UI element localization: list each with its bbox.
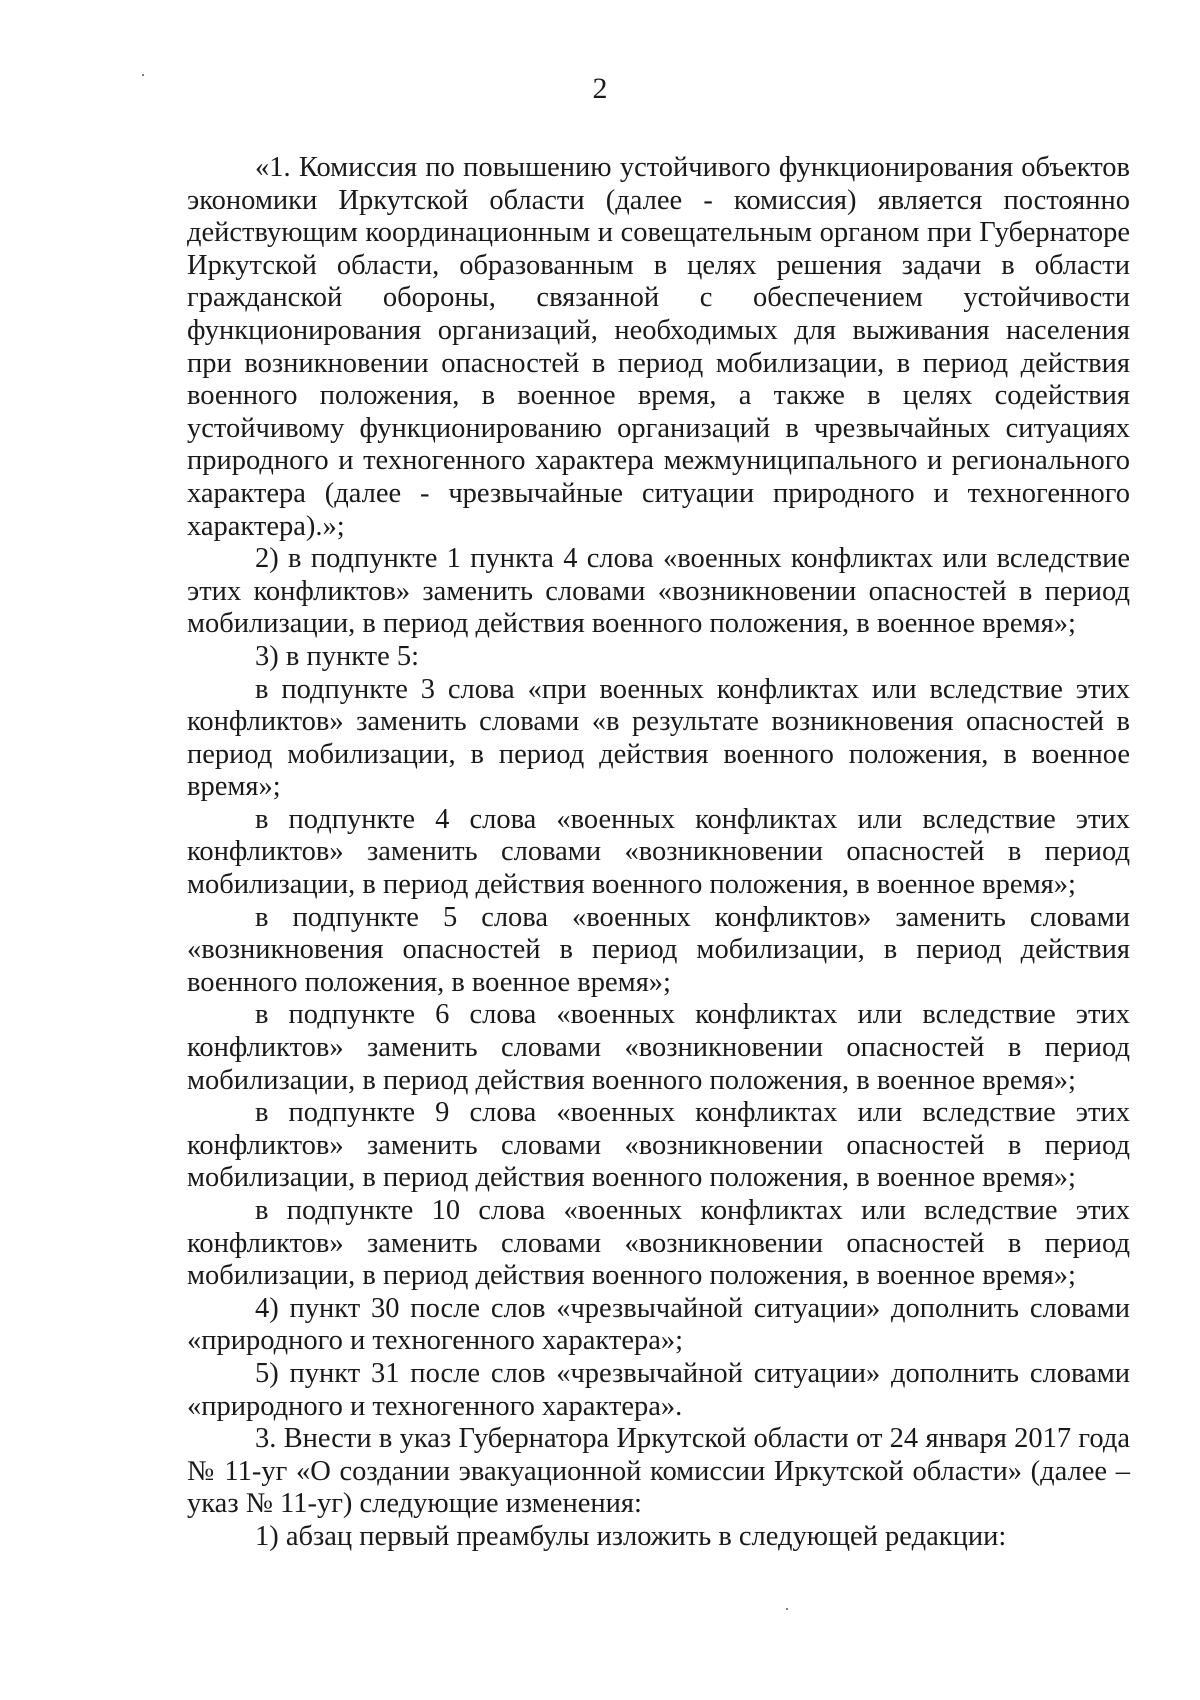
paragraph-item-5: 5) пункт 31 после слов «чрезвычайной ситуации» дополнить словами «природного и техногенного характера». [187, 1357, 1130, 1422]
paragraph-subitem-3: в подпункте 3 слова «при военных конфликтах или вследствие этих конфликтов» заменить словами «в результате возникновения опасностей в период мобилизации, в период действия военного положения, в военное время»; [187, 673, 1130, 803]
page-number: 2 [592, 72, 608, 105]
paragraph-item-2: 2) в подпункте 1 пункта 4 слова «военных конфликтах или вследствие этих конфликтов» заменить словами «возникновении опасностей в период мобилизации, в период действия военного положения, в военное время»; [187, 543, 1130, 640]
paragraph-commission-definition: «1. Комиссия по повышению устойчивого функционирования объектов экономики Иркутской области (далее - комиссия) является постоянно действующим координационным и совещательным органом при Губернаторе Иркутской области, образованным в целях решения задачи в области гражданской обороны, связанной с обеспечением устойчивости функционирования организаций, необходимых для выживания населения при возникновении опасностей в период мобилизации, в период действия военного положения, в военное время, а также в целях содействия устойчивому функционированию организаций в чрезвычайных ситуациях природного и техногенного характера межмуниципального и регионального характера (далее - чрезвычайные ситуации природного и техногенного характера).»; [187, 152, 1130, 542]
scan-speck [786, 1608, 788, 1610]
paragraph-subitem-5: в подпункте 5 слова «военных конфликтов» заменить словами «возникновения опасностей в период мобилизации, в период действия военного положения, в военное время»; [187, 901, 1130, 998]
paragraph-item-4: 4) пункт 30 после слов «чрезвычайной ситуации» дополнить словами «природного и техногенного характера»; [187, 1292, 1130, 1357]
paragraph-subitem-4: в подпункте 4 слова «военных конфликтах или вследствие этих конфликтов» заменить словами «возникновении опасностей в период мобилизации, в период действия военного положения, в военное время»; [187, 803, 1130, 901]
paragraph-section-3: 3. Внести в указ Губернатора Иркутской области от 24 января 2017 года № 11-уг «О создании эвакуационной комиссии Иркутской области» (далее – указ № 11-уг) следующие изменения: [187, 1423, 1130, 1520]
paragraph-subitem-6: в подпункте 6 слова «военных конфликтах или вследствие этих конфликтов» заменить словами «возникновении опасностей в период мобилизации, в период действия военного положения, в военное время»; [187, 999, 1130, 1096]
paragraph-subitem-9: в подпункте 9 слова «военных конфликтах или вследствие этих конфликтов» заменить словами «возникновении опасностей в период мобилизации, в период действия военного положения, в военное время»; [187, 1097, 1130, 1194]
document-body [187, 152, 1130, 1554]
paragraph-item-3: 3) в пункте 5: [255, 640, 420, 672]
paragraph-subitem-10: в подпункте 10 слова «военных конфликтах или вследствие этих конфликтов» заменить словами «возникновении опасностей в период мобилизации, в период действия военного положения, в военное время»; [187, 1195, 1130, 1292]
paragraph-section-3-item-1: 1) абзац первый преамбулы изложить в следующей редакции: [255, 1520, 1007, 1552]
